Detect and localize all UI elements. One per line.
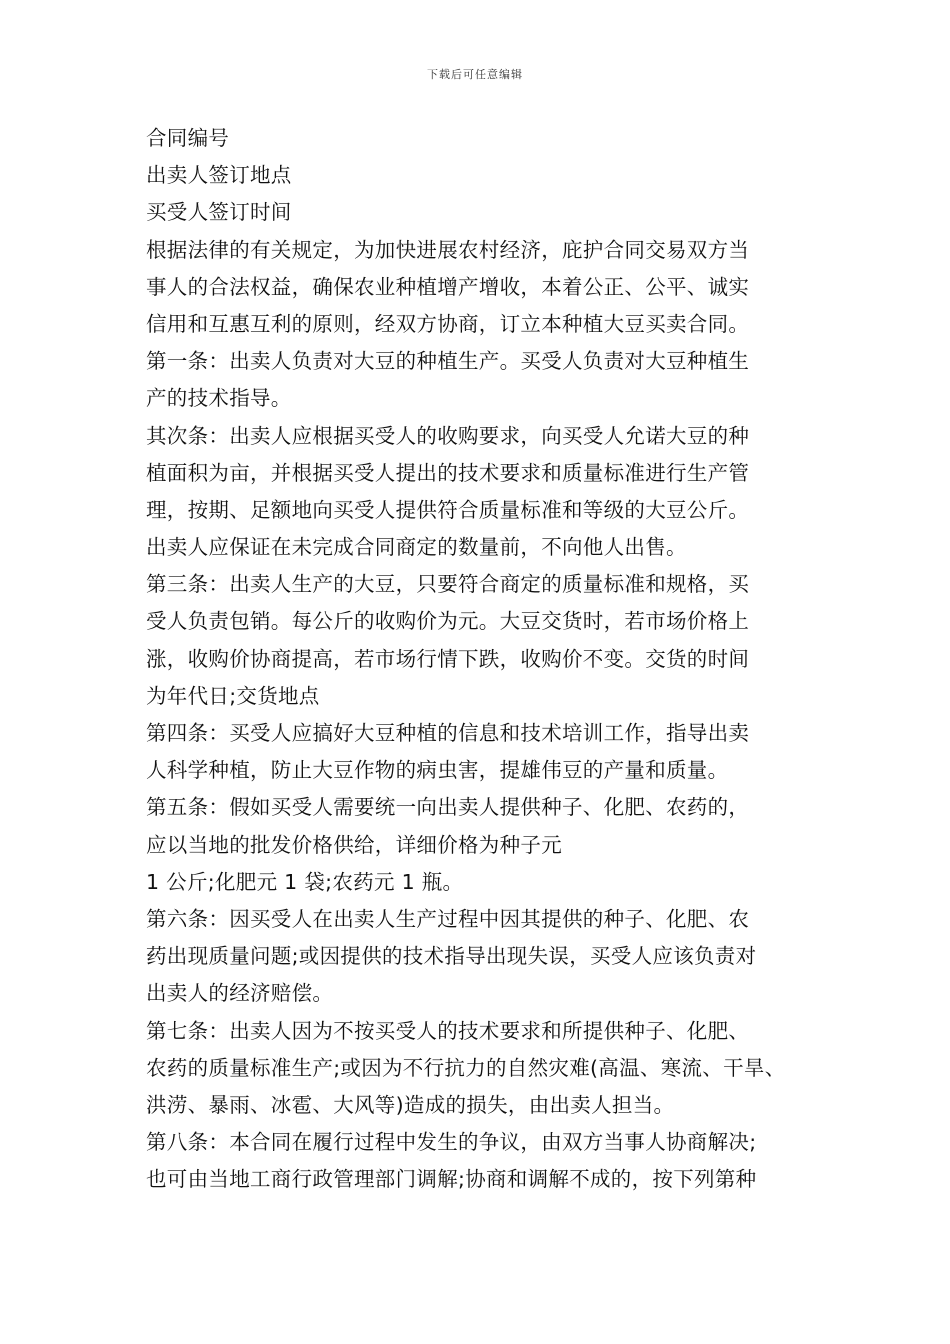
text-line: 农药的质量标准生产;或因为不行抗力的自然灾难(高温、寒流、干旱、 [146,1055,786,1080]
text-line: 合同编号 [146,126,230,150]
text-line: 出卖人的经济赔偿。 [146,981,334,1006]
text-line: 受人负责包销。每公斤的收购价为元。大豆交货时，若市场价格上 [146,609,750,634]
text-line: 第四条：买受人应搞好大豆种植的信息和技术培训工作，指导出卖 [146,721,750,745]
text-line: 其次条：出卖人应根据买受人的收购要求，向买受人允诺大豆的种 [146,423,750,448]
text-line: 第六条：因买受人在出卖人生产过程中因其提供的种子、化肥、农 [146,906,750,931]
text-line: 第七条：出卖人因为不按买受人的技术要求和所提供种子、化肥、 [146,1018,750,1043]
text-line: 第一条：出卖人负责对大豆的种植生产。买受人负责对大豆种植生 [146,349,750,374]
text-line: 为年代日;交货地点 [146,683,320,708]
text-line: 产的技术指导。 [146,386,292,411]
text-line: 也可由当地工商行政管理部门调解;协商和调解不成的，按下列第种 [146,1167,757,1192]
text-line: 应以当地的批发价格供给，详细价格为种子元 [146,832,562,857]
text-line: 1 公斤;化肥元 1 袋;农药元 1 瓶。 [146,869,464,894]
text-line: 人科学种植，防止大豆作物的病虫害，提雄伟豆的产量和质量。 [146,758,729,783]
header-note: 下载后可任意编辑 [427,68,523,81]
text-line: 事人的合法权益，确保农业种植增产增收，本着公正、公平、诚实 [146,274,750,299]
text-line: 第五条：假如买受人需要统一向出卖人提供种子、化肥、农药的， [146,795,750,820]
text-line: 第八条：本合同在履行过程中发生的争议，由双方当事人协商解决; [146,1130,757,1155]
text-line: 涨，收购价协商提高，若市场行情下跌，收购价不变。交货的时间 [146,646,750,671]
text-line: 植面积为亩，并根据买受人提出的技术要求和质量标准进行生产管 [146,460,750,485]
text-line: 根据法律的有关规定，为加快进展农村经济，庇护合同交易双方当 [146,237,750,262]
text-line: 第三条：出卖人生产的大豆，只要符合商定的质量标准和规格，买 [146,572,750,597]
text-line: 信用和互惠互利的原则，经双方协商，订立本种植大豆买卖合同。 [146,311,750,336]
text-line: 洪涝、暴雨、冰雹、大风等)造成的损失，由出卖人担当。 [146,1092,675,1117]
text-line: 出卖人签订地点 [146,163,292,188]
text-line: 买受人签订时间 [146,200,292,225]
text-line: 出卖人应保证在未完成合同商定的数量前，不向他人出售。 [146,535,687,560]
text-line: 药出现质量问题;或因提供的技术指导出现失误，买受人应该负责对 [146,944,757,969]
contract-body [146,120,826,1198]
text-line: 理，按期、足额地向买受人提供符合质量标准和等级的大豆公斤。 [146,497,750,522]
